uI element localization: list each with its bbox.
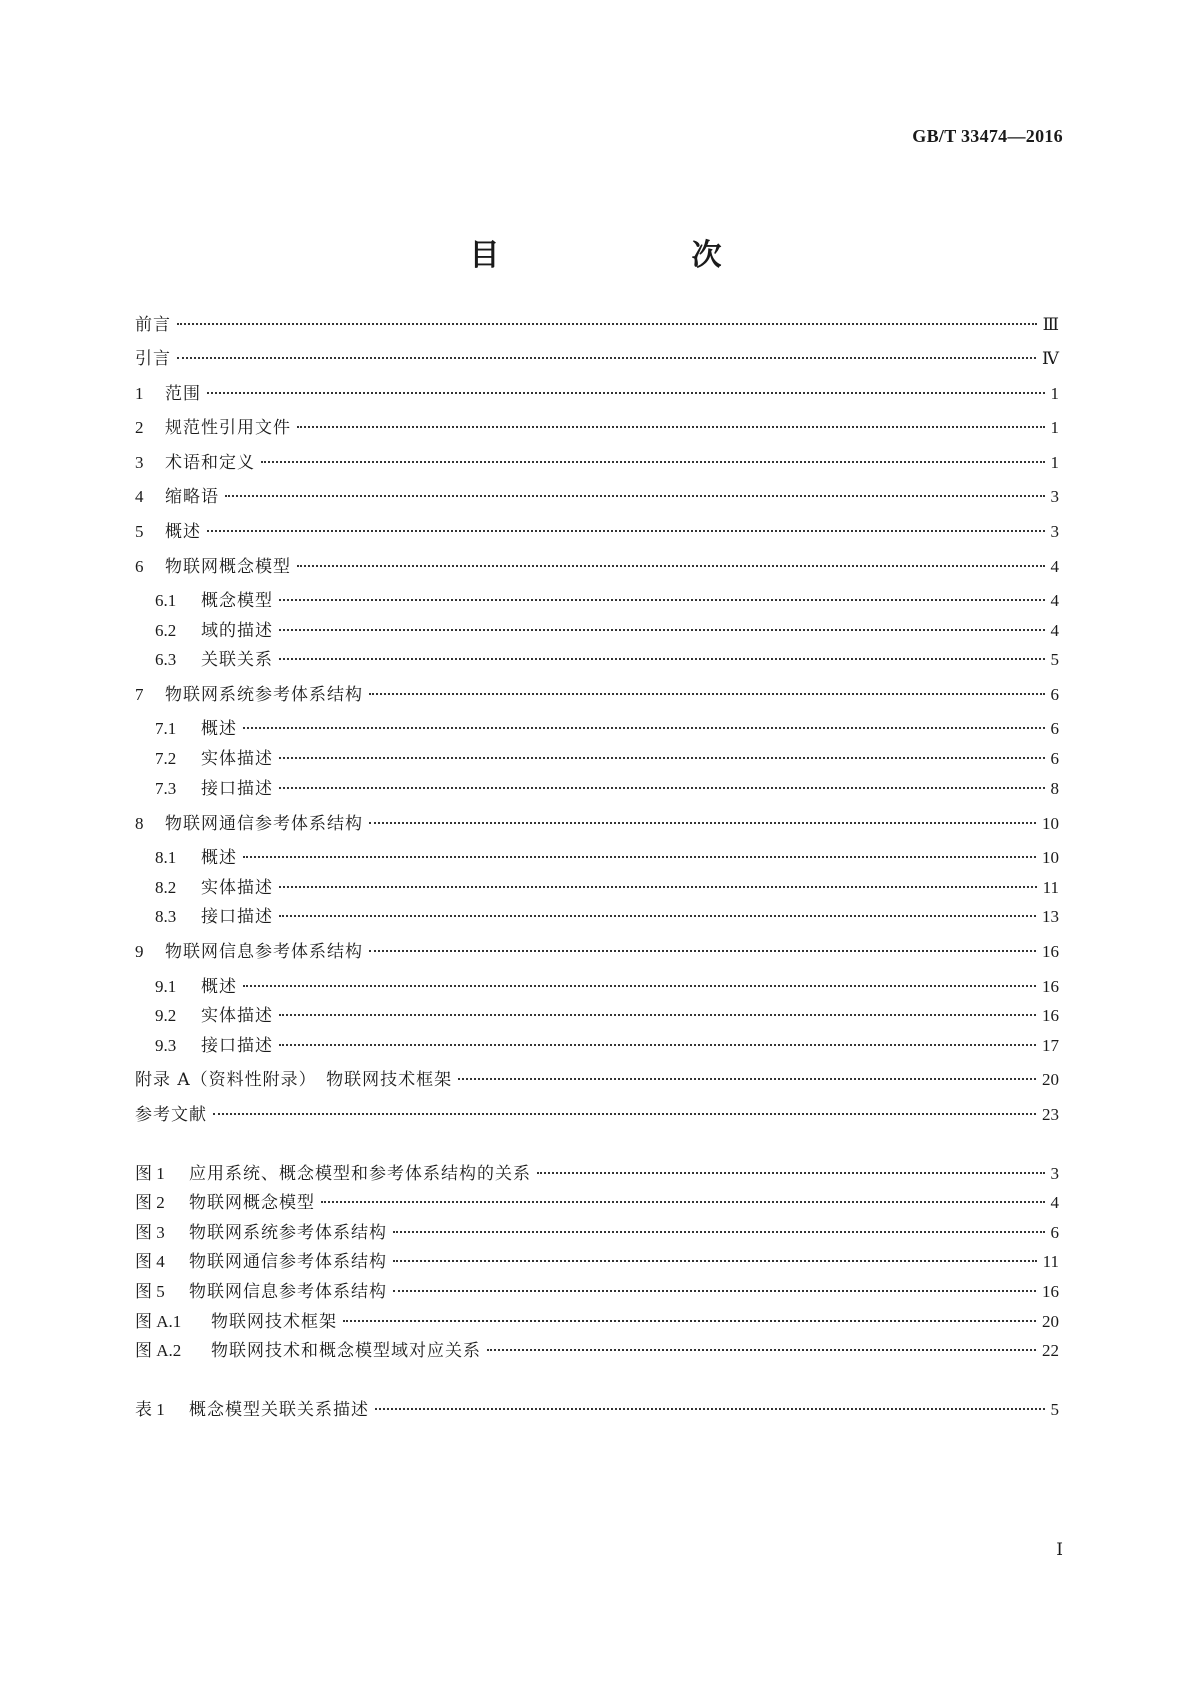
entry-number: 图 4 (135, 1252, 165, 1271)
entry-label: 概述 (165, 522, 201, 542)
entry-label: 概述 (201, 719, 237, 739)
entry-page: 6 (1050, 749, 1059, 768)
entry-label: 附录 A（资料性附录） 物联网技术框架 (135, 1070, 453, 1090)
entry-label: 接口描述 (201, 1036, 273, 1056)
entry-number: 图 5 (135, 1282, 165, 1301)
entry-number: 图 3 (135, 1223, 165, 1242)
entry-page: 20 (1042, 1070, 1059, 1089)
entry-label: 物联网信息参考体系结构 (189, 1282, 387, 1302)
dot-leader (343, 1320, 1036, 1322)
entry-number: 图 1 (135, 1164, 165, 1183)
entry-page: 1 (1050, 384, 1059, 403)
entry-page: 4 (1050, 1193, 1059, 1212)
entry-label: 物联网技术框架 (211, 1312, 337, 1332)
entry-page: 16 (1042, 977, 1059, 996)
toc-entry[interactable] (155, 718, 1059, 740)
dot-leader (321, 1201, 1045, 1203)
page-number: Ⅰ (1056, 1540, 1063, 1559)
toc-entry[interactable] (155, 847, 1059, 869)
entry-number: 8 (135, 814, 144, 833)
toc-entry[interactable] (135, 383, 1059, 405)
dot-leader (393, 1231, 1045, 1233)
entry-label: 概念模型关联关系描述 (189, 1400, 369, 1420)
dot-leader (279, 1014, 1036, 1016)
entry-page: 3 (1050, 522, 1059, 541)
dot-leader (279, 1044, 1036, 1046)
entry-number: 7 (135, 685, 144, 704)
toc-entry[interactable] (135, 556, 1059, 578)
entry-number: 7.2 (155, 749, 177, 768)
toc-entry[interactable] (135, 417, 1059, 439)
entry-number: 6.3 (155, 650, 177, 669)
entry-number: 6.2 (155, 621, 177, 640)
dot-leader (279, 915, 1036, 917)
toc-entry[interactable] (135, 1399, 1059, 1421)
entry-label: 关联关系 (201, 650, 273, 670)
toc-entry[interactable] (135, 1340, 1059, 1362)
toc-entry[interactable] (155, 1005, 1059, 1027)
entry-number: 8.1 (155, 848, 177, 867)
entry-page: 10 (1042, 814, 1059, 833)
entry-page: 4 (1050, 591, 1059, 610)
entry-page: 16 (1042, 1006, 1059, 1025)
entry-page: 16 (1042, 942, 1059, 961)
entry-label: 范围 (165, 384, 201, 404)
entry-number: 9.1 (155, 977, 177, 996)
entry-number: 9.3 (155, 1036, 177, 1055)
dot-leader (261, 461, 1045, 463)
entry-label: 前言 (135, 315, 171, 335)
entry-number: 7.3 (155, 779, 177, 798)
entry-label: 物联网概念模型 (189, 1193, 315, 1213)
entry-page: 22 (1042, 1341, 1059, 1360)
dot-leader (369, 950, 1036, 952)
dot-leader (243, 856, 1036, 858)
toc-entry[interactable] (135, 1069, 1059, 1091)
entry-page: 11 (1042, 1252, 1059, 1271)
toc-entry[interactable] (135, 521, 1059, 543)
toc-entry[interactable] (135, 1104, 1059, 1126)
entry-page: 8 (1050, 779, 1059, 798)
toc-entry[interactable] (135, 1281, 1059, 1303)
entry-number: 3 (135, 453, 144, 472)
entry-label: 引言 (135, 349, 171, 369)
entry-number: 图 2 (135, 1193, 165, 1212)
entry-page: 11 (1042, 878, 1059, 897)
dot-leader (225, 495, 1045, 497)
entry-label: 物联网通信参考体系结构 (165, 814, 363, 834)
dot-leader (243, 727, 1045, 729)
toc-entry[interactable] (155, 778, 1059, 800)
toc-entry[interactable] (155, 1035, 1059, 1057)
dot-leader (487, 1349, 1036, 1351)
toc-entry[interactable] (135, 1311, 1059, 1333)
entry-number: 7.1 (155, 719, 177, 738)
dot-leader (279, 886, 1037, 888)
entry-label: 概述 (201, 977, 237, 997)
dot-leader (393, 1260, 1037, 1262)
entry-number: 表 1 (135, 1400, 165, 1419)
toc-entry[interactable] (155, 620, 1059, 642)
entry-page: 5 (1050, 1400, 1059, 1419)
entry-number: 8.2 (155, 878, 177, 897)
toc-entry[interactable] (155, 976, 1059, 998)
entry-label: 物联网通信参考体系结构 (189, 1252, 387, 1272)
entry-page: 13 (1042, 907, 1059, 926)
entry-label: 缩略语 (165, 487, 219, 507)
dot-leader (375, 1408, 1045, 1410)
toc-entry[interactable] (135, 452, 1059, 474)
dot-leader (279, 757, 1045, 759)
dot-leader (279, 787, 1045, 789)
entry-number: 4 (135, 487, 144, 506)
entry-label: 概念模型 (201, 591, 273, 611)
entry-label: 物联网信息参考体系结构 (165, 942, 363, 962)
toc-entry[interactable] (155, 906, 1059, 928)
dot-leader (279, 599, 1045, 601)
entry-number: 6 (135, 557, 144, 576)
entry-page: 4 (1050, 557, 1059, 576)
toc-entry[interactable] (155, 649, 1059, 671)
entry-page: 10 (1042, 848, 1059, 867)
entry-number: 9.2 (155, 1006, 177, 1025)
entry-label: 物联网概念模型 (165, 557, 291, 577)
entry-label: 参考文献 (135, 1105, 207, 1125)
entry-page: 3 (1050, 487, 1059, 506)
entry-page: 3 (1050, 1164, 1059, 1183)
entry-label: 实体描述 (201, 749, 273, 769)
dot-leader (279, 658, 1045, 660)
toc-entry[interactable] (155, 877, 1059, 899)
dot-leader (369, 693, 1045, 695)
entry-page: 6 (1050, 685, 1059, 704)
dot-leader (369, 822, 1036, 824)
toc-entry[interactable] (135, 684, 1059, 706)
toc-entry[interactable] (135, 1222, 1059, 1244)
entry-label: 物联网技术和概念模型域对应关系 (211, 1341, 481, 1361)
entry-label: 概述 (201, 848, 237, 868)
entry-number: 图 A.2 (135, 1341, 182, 1360)
toc-entry[interactable] (155, 748, 1059, 770)
entry-label: 规范性引用文件 (165, 418, 291, 438)
entry-label: 实体描述 (201, 878, 273, 898)
entry-page: 20 (1042, 1312, 1059, 1331)
dot-leader (297, 426, 1045, 428)
standard-number: GB/T 33474—2016 (912, 126, 1063, 146)
dot-leader (537, 1172, 1045, 1174)
entry-label: 术语和定义 (165, 453, 255, 473)
entry-label: 物联网系统参考体系结构 (165, 685, 363, 705)
toc-entry[interactable] (135, 314, 1059, 336)
entry-number: 6.1 (155, 591, 177, 610)
entry-label: 物联网系统参考体系结构 (189, 1223, 387, 1243)
entry-number: 2 (135, 418, 144, 437)
dot-leader (243, 985, 1036, 987)
entry-label: 接口描述 (201, 779, 273, 799)
entry-label: 域的描述 (201, 621, 273, 641)
entry-page: 6 (1050, 1223, 1059, 1242)
entry-label: 实体描述 (201, 1006, 273, 1026)
entry-number: 1 (135, 384, 144, 403)
toc-entry[interactable] (135, 486, 1059, 508)
toc-entry[interactable] (135, 1163, 1059, 1185)
entry-page: 4 (1050, 621, 1059, 640)
toc-entry[interactable] (135, 941, 1059, 963)
entry-page: 17 (1042, 1036, 1059, 1055)
entry-number: 图 A.1 (135, 1312, 182, 1331)
entry-page: 5 (1050, 650, 1059, 669)
dot-leader (177, 323, 1037, 325)
entry-page: 16 (1042, 1282, 1059, 1301)
toc-entry[interactable] (135, 348, 1059, 370)
entry-number: 8.3 (155, 907, 177, 926)
dot-leader (213, 1113, 1036, 1115)
entry-label: 接口描述 (201, 907, 273, 927)
toc-entry[interactable] (135, 1251, 1059, 1273)
dot-leader (458, 1078, 1036, 1080)
entry-page: Ⅳ (1042, 349, 1059, 368)
toc-entry[interactable] (155, 590, 1059, 612)
dot-leader (279, 629, 1045, 631)
entry-page: 6 (1050, 719, 1059, 738)
toc-entry[interactable] (135, 1192, 1059, 1214)
entry-page: 1 (1050, 453, 1059, 472)
dot-leader (393, 1290, 1036, 1292)
entry-page: 23 (1042, 1105, 1059, 1124)
dot-leader (297, 565, 1045, 567)
entry-label: 应用系统、概念模型和参考体系结构的关系 (189, 1164, 531, 1184)
entry-page: Ⅲ (1042, 315, 1059, 334)
toc-entry[interactable] (135, 813, 1059, 835)
entry-number: 9 (135, 942, 144, 961)
dot-leader (207, 392, 1045, 394)
page-title: 目 次 (469, 238, 766, 273)
entry-page: 1 (1050, 418, 1059, 437)
dot-leader (177, 357, 1036, 359)
entry-number: 5 (135, 522, 144, 541)
dot-leader (207, 530, 1045, 532)
